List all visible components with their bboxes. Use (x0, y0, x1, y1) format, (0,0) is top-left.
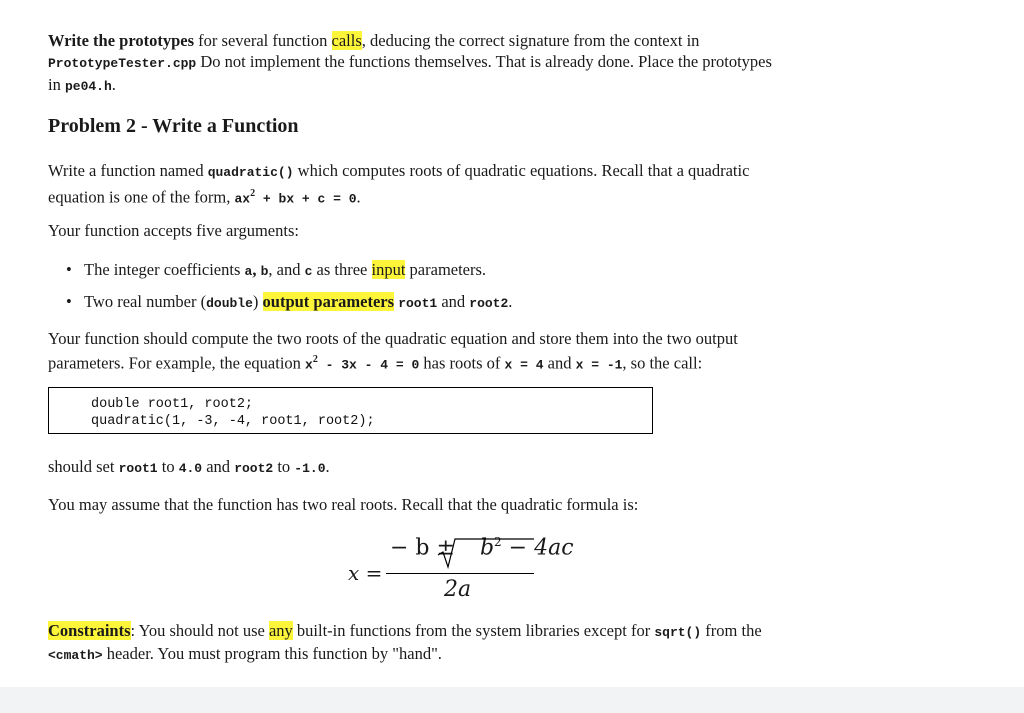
paragraph-constraints (48, 620, 762, 666)
code-c: c (304, 264, 313, 279)
bullet-text: The integer coefficients (84, 260, 245, 279)
p4-text: . (325, 457, 330, 476)
bullet-text: and (437, 292, 470, 311)
highlight-input: input (371, 260, 406, 279)
intro-text: in (48, 75, 65, 94)
p4-text: should set (48, 457, 119, 476)
intro-text: , deducing the correct signature from the context in (361, 31, 700, 50)
p1-text: equation is one of the form, (48, 187, 235, 207)
intro-text: Do not implement the functions themselves. That is already done. Place the prototypes (196, 52, 772, 71)
code-root2: root2 (234, 461, 274, 476)
bullet-text: , (252, 260, 261, 279)
formula-minus-4ac: − 4ac (501, 535, 574, 561)
code-prototypetester: PrototypeTester.cpp (48, 56, 197, 71)
bullet-text: parameters. (405, 260, 487, 279)
highlight-output-parameters: output parameters (262, 292, 395, 311)
superscript-2: 2 (250, 188, 256, 199)
bullet-text: ) (252, 292, 263, 311)
highlight-any: any (268, 621, 293, 640)
code-line: quadratic(1, -3, -4, root1, root2); (91, 414, 375, 429)
code-cmath: <cmath> (48, 648, 103, 663)
formula-b: b (479, 535, 495, 561)
code-b: b (260, 264, 269, 279)
code-ax: ax (234, 191, 251, 207)
code-value-minus-1: -1.0 (294, 461, 326, 476)
p3-text: parameters. For example, the equation (48, 353, 306, 373)
paragraph-arguments: Your function accepts five arguments: (48, 221, 299, 240)
arguments-list (48, 259, 512, 314)
code-line: double root1, root2; (91, 397, 254, 412)
code-root1: root1 (398, 296, 438, 311)
superscript-2: 2 (312, 354, 318, 365)
formula-minus-b-pm: − b ± (390, 535, 462, 561)
quadratic-formula (348, 535, 588, 615)
code-example-equation: - 3x - 4 = 0 (317, 357, 420, 373)
p4-text: to (273, 457, 295, 476)
bullet-text: as three (312, 260, 372, 279)
constraints-text: : You should not use (130, 621, 269, 640)
radical-sign-icon (348, 535, 588, 575)
formula-x-equals: x = (348, 561, 383, 585)
intro-paragraph (48, 30, 772, 97)
p4-text: to (157, 457, 179, 476)
code-block (48, 387, 653, 434)
constraints-text: from the (701, 621, 762, 640)
list-item (84, 291, 512, 314)
p1-text: . (356, 187, 361, 207)
bullet-text: , and (268, 260, 305, 279)
paragraph-result (48, 456, 330, 479)
code-sqrt: sqrt() (654, 625, 702, 640)
p3-text: has roots of (419, 353, 505, 373)
code-block-content (49, 388, 652, 430)
intro-text: for several function (194, 31, 332, 50)
code-root1: root1 (118, 461, 158, 476)
p1-text: which computes roots of quadratic equations. Recall that a quadratic (293, 161, 750, 180)
paragraph-function-description (48, 160, 749, 210)
highlight-calls: calls (331, 31, 362, 50)
code-x-eq-4: x = 4 (504, 357, 544, 373)
p3-text: , so the call: (622, 353, 703, 373)
list-item (84, 259, 512, 282)
code-x-eq-minus-1: x = -1 (575, 357, 623, 373)
code-a: a (244, 264, 253, 279)
page-footer-band (0, 687, 1024, 713)
formula-denominator: 2a (444, 577, 472, 602)
bullet-text: . (508, 292, 513, 311)
intro-bold-lead: Write the prototypes (48, 31, 195, 50)
intro-text: . (111, 75, 116, 94)
formula-fraction-bar (386, 573, 534, 574)
code-pe04h: pe04.h (64, 79, 112, 94)
p3-text: Your function should compute the two roots of the quadratic equation and store them into the two output (48, 329, 738, 348)
code-root2: root2 (469, 296, 509, 311)
paragraph-example (48, 328, 738, 376)
constraints-text: built-in functions from the system libraries except for (292, 621, 655, 640)
highlight-constraints: Constraints (48, 621, 131, 640)
p3-text: and (543, 353, 576, 373)
paragraph-formula-intro: You may assume that the function has two real roots. Recall that the quadratic formula is: (48, 495, 639, 514)
code-x: x (305, 357, 313, 373)
problem-heading: Problem 2 - Write a Function (48, 115, 299, 137)
p1-text: Write a function named (48, 161, 208, 180)
code-quadratic: quadratic() (207, 165, 294, 180)
constraints-text: header. You must program this function by "hand". (102, 644, 442, 663)
code-double: double (206, 296, 253, 311)
code-equation-rest: + bx + c = 0 (255, 191, 357, 207)
formula-superscript-2: 2 (494, 535, 502, 549)
code-value-4: 4.0 (178, 461, 203, 476)
bullet-text: Two real number ( (84, 292, 207, 311)
p4-text: and (202, 457, 235, 476)
